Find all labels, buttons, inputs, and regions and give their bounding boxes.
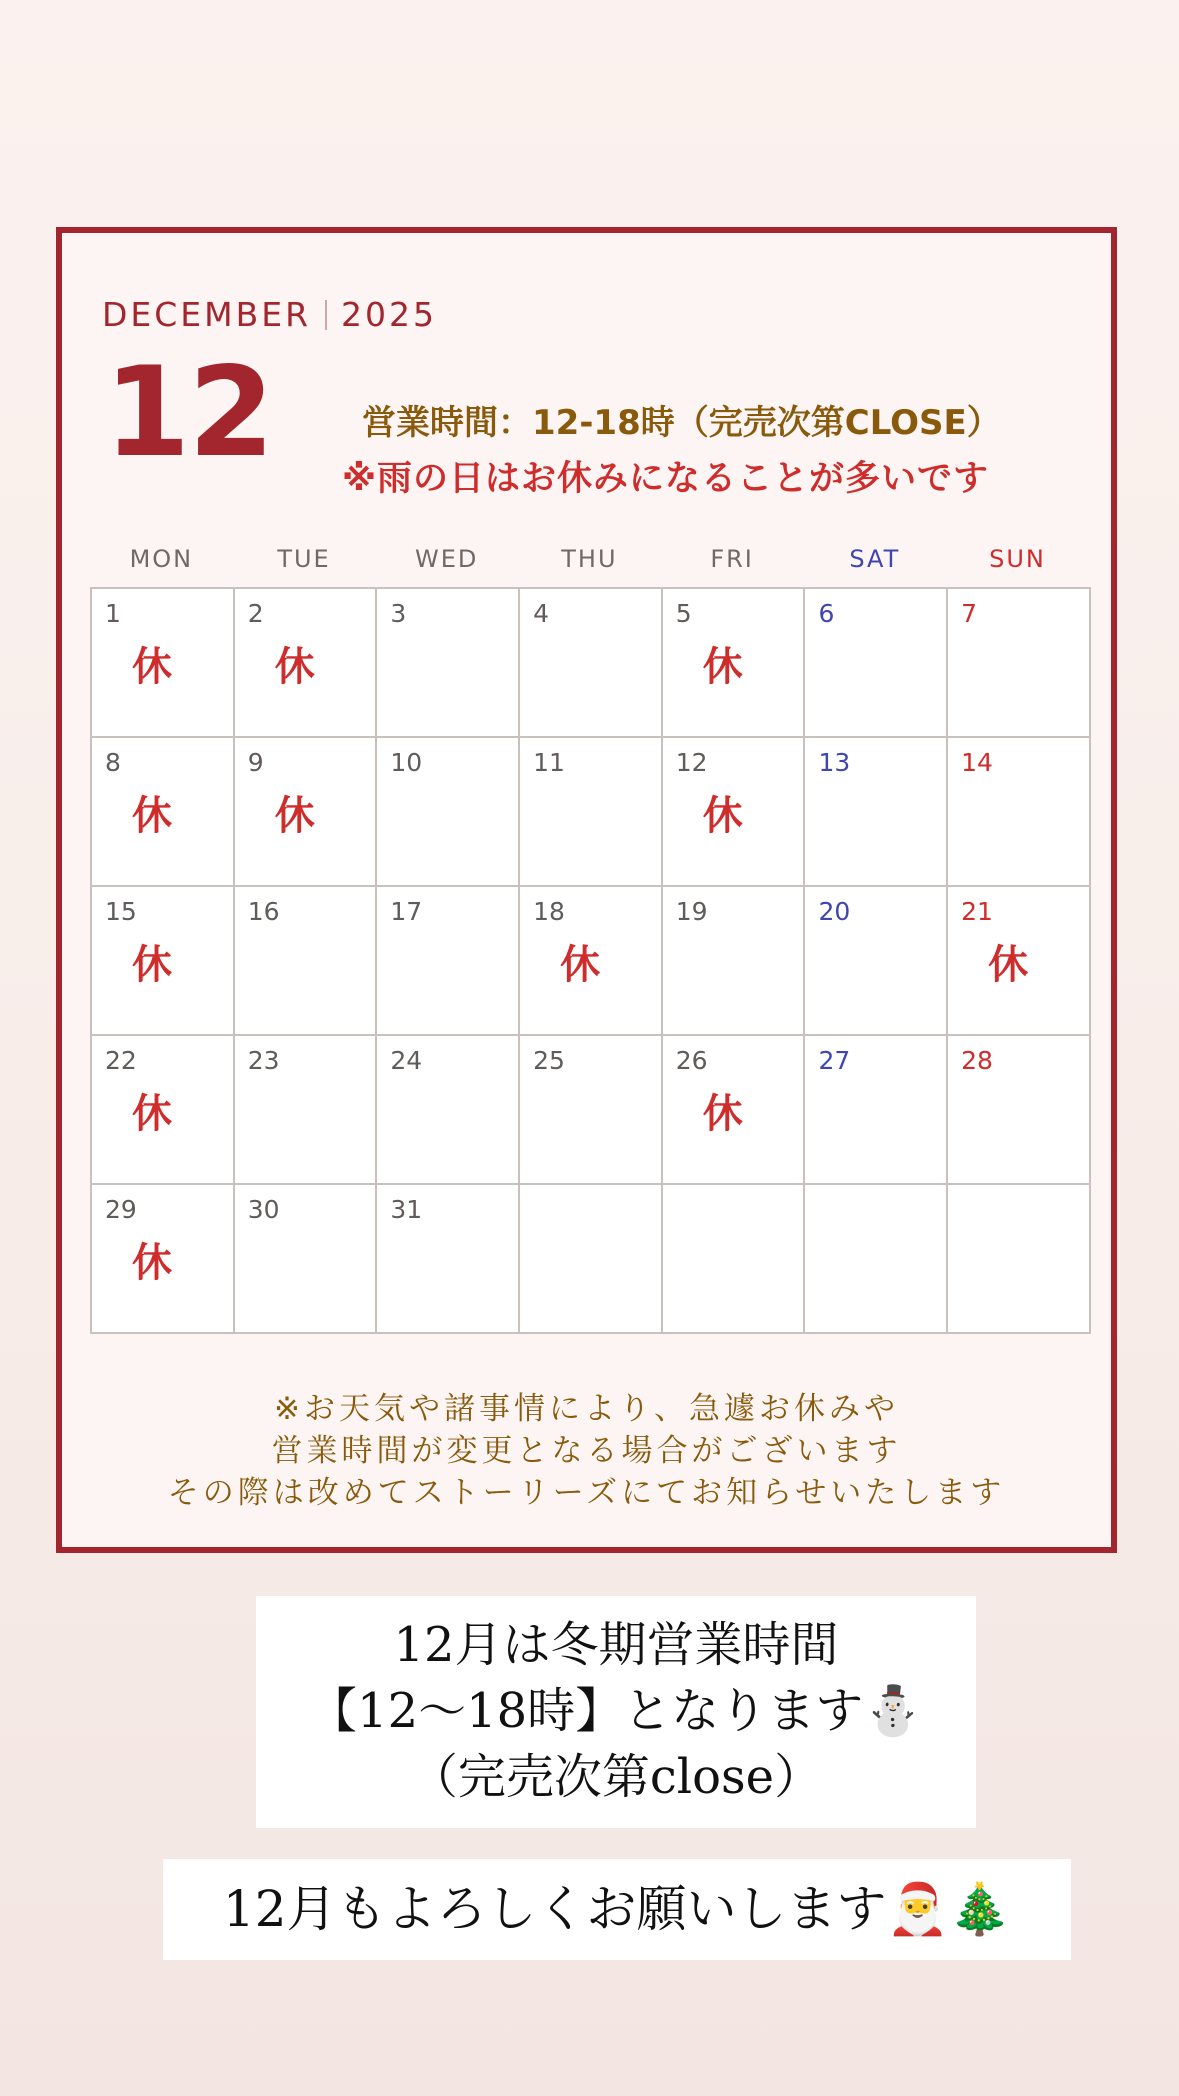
day-number: 9 — [247, 748, 264, 777]
day-number: 22 — [105, 1046, 137, 1075]
day-number: 31 — [390, 1195, 423, 1224]
day-number: 6 — [818, 599, 835, 628]
calendar-day-cell — [804, 588, 947, 737]
day-number: 2 — [247, 599, 264, 628]
calendar-week-row — [91, 588, 1090, 737]
closed-mark: 休 — [132, 644, 172, 690]
calendar-day-cell — [662, 886, 805, 1035]
calendar-week-row — [91, 1035, 1090, 1184]
calendar-day-cell — [376, 886, 519, 1035]
day-number: 14 — [961, 748, 993, 777]
calendar-week-row — [91, 737, 1090, 886]
calendar-day-cell — [804, 1035, 947, 1184]
weekday-header — [90, 545, 1089, 573]
day-number: 18 — [533, 897, 565, 926]
calendar-day-cell — [662, 1184, 805, 1333]
day-number: 29 — [105, 1195, 137, 1224]
closed-mark: 休 — [274, 793, 315, 839]
day-number: 15 — [105, 897, 137, 926]
notice-line: 営業時間が変更となる場合がございます — [271, 1433, 902, 1469]
year: 2025 — [341, 295, 438, 334]
calendar-week-row — [91, 1184, 1090, 1333]
month-name: DECEMBER — [102, 295, 312, 334]
month-year-label — [102, 295, 437, 334]
day-number: 13 — [818, 748, 851, 777]
day-number: 21 — [961, 897, 993, 926]
day-number: 26 — [675, 1046, 708, 1075]
calendar-day-cell — [662, 588, 805, 737]
day-number: 3 — [390, 599, 407, 628]
calendar-day-cell — [662, 1035, 805, 1184]
calendar-day-cell — [662, 737, 805, 886]
closed-mark: 休 — [132, 793, 172, 839]
weekday-mon: MON — [129, 545, 194, 573]
day-number: 5 — [675, 599, 692, 628]
rain-note: ※雨の日はお休みになることが多いです — [342, 459, 990, 499]
calendar-day-cell — [947, 737, 1090, 886]
day-number: 10 — [390, 748, 423, 777]
calendar-day-cell — [519, 737, 662, 886]
day-number: 1 — [105, 599, 121, 628]
closed-mark: 休 — [988, 942, 1029, 988]
closed-mark: 休 — [132, 942, 172, 988]
day-number: 20 — [818, 897, 851, 926]
winter-hours-caption — [256, 1596, 976, 1828]
business-hours: 営業時間：12-18時（完売次第CLOSE） — [362, 403, 1001, 443]
closed-mark: 休 — [702, 1091, 743, 1137]
calendar-day-cell — [947, 588, 1090, 737]
calendar-day-cell — [234, 886, 377, 1035]
calendar-day-cell — [91, 1184, 234, 1333]
calendar-week-row — [91, 886, 1090, 1035]
caption-line: 12月は冬期営業時間 — [393, 1617, 839, 1673]
calendar-day-cell — [234, 588, 377, 737]
day-number: 12 — [675, 748, 708, 777]
notice-text — [62, 1388, 1111, 1514]
day-number: 16 — [247, 897, 280, 926]
day-number: 27 — [818, 1046, 851, 1075]
closed-mark: 休 — [274, 644, 315, 690]
calendar-day-cell — [947, 886, 1090, 1035]
greeting-caption: 12月もよろしくお願いします🎅🎄 — [163, 1859, 1071, 1960]
weekday-sat: SAT — [849, 545, 901, 573]
label-divider — [325, 300, 327, 330]
calendar-day-cell — [376, 1035, 519, 1184]
notice-line: ※お天気や諸事情により、急遽お休みや — [274, 1391, 899, 1427]
weekday-sun: SUN — [989, 545, 1046, 573]
calendar-day-cell — [947, 1035, 1090, 1184]
closed-mark: 休 — [702, 644, 743, 690]
calendar-grid — [90, 587, 1091, 1334]
calendar-day-cell — [234, 737, 377, 886]
day-number: 7 — [961, 599, 978, 628]
month-number: 12 — [104, 341, 273, 485]
calendar-day-cell — [519, 886, 662, 1035]
calendar-card — [56, 227, 1117, 1553]
calendar-day-cell — [91, 886, 234, 1035]
closed-mark: 休 — [560, 942, 601, 988]
calendar-day-cell — [234, 1184, 377, 1333]
day-number: 30 — [247, 1195, 280, 1224]
calendar-day-cell — [376, 588, 519, 737]
weekday-thu: THU — [561, 545, 618, 573]
day-number: 28 — [961, 1046, 993, 1075]
calendar-day-cell — [376, 737, 519, 886]
calendar-day-cell — [804, 886, 947, 1035]
weekday-tue: TUE — [277, 545, 331, 573]
day-number: 23 — [247, 1046, 280, 1075]
closed-mark: 休 — [132, 1091, 172, 1137]
calendar-day-cell — [804, 1184, 947, 1333]
calendar-day-cell — [91, 1035, 234, 1184]
calendar-day-cell — [91, 737, 234, 886]
weekday-wed: WED — [415, 545, 479, 573]
calendar-day-cell — [234, 1035, 377, 1184]
day-number: 19 — [675, 897, 708, 926]
caption-line: （完売次第close） — [409, 1749, 823, 1805]
calendar-day-cell — [376, 1184, 519, 1333]
closed-mark: 休 — [132, 1240, 172, 1286]
day-number: 25 — [533, 1046, 565, 1075]
calendar-day-cell — [947, 1184, 1090, 1333]
closed-mark: 休 — [702, 793, 743, 839]
day-number: 11 — [533, 748, 565, 777]
weekday-fri: FRI — [710, 545, 754, 573]
calendar-day-cell — [519, 1184, 662, 1333]
caption-line: 【12〜18時】となります⛄️ — [309, 1683, 923, 1739]
day-number: 17 — [390, 897, 423, 926]
calendar-day-cell — [804, 737, 947, 886]
calendar-day-cell — [519, 1035, 662, 1184]
day-number: 8 — [105, 748, 121, 777]
day-number: 4 — [533, 599, 549, 628]
calendar-day-cell — [519, 588, 662, 737]
day-number: 24 — [390, 1046, 423, 1075]
calendar-day-cell — [91, 588, 234, 737]
notice-line: その際は改めてストーリーズにてお知らせいたします — [167, 1475, 1006, 1511]
